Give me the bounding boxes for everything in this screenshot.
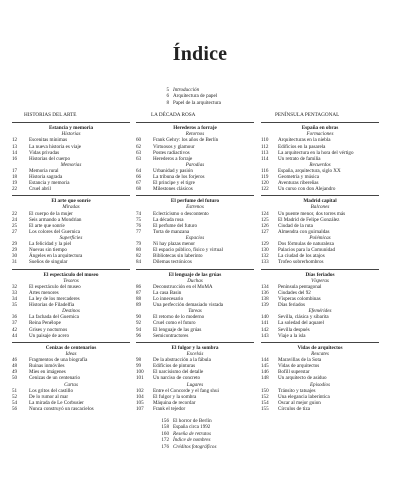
entry-title: Círculos de tiza bbox=[278, 405, 310, 412]
page-number: 32 bbox=[12, 283, 18, 290]
section-subtitle: Excelsis bbox=[186, 350, 204, 357]
entry-title: Aventuras ribereñas bbox=[278, 180, 319, 187]
entry-title: Un puente menor, dos torres más bbox=[278, 210, 346, 217]
section-rule bbox=[136, 342, 254, 343]
entry-title: Vísperas colombinas bbox=[278, 296, 321, 303]
page-number: 139 bbox=[261, 302, 269, 309]
subsection-label: Cartas bbox=[64, 381, 78, 388]
subsection-label: Memorias bbox=[60, 161, 82, 168]
entry-title: La fachada del Guernica bbox=[29, 314, 79, 321]
page-number: 17 bbox=[12, 167, 18, 174]
section-rule bbox=[12, 342, 130, 343]
page-number: 119 bbox=[261, 173, 269, 180]
section-title: El lenguaje de las grúas bbox=[168, 271, 222, 278]
page-number: 80 bbox=[136, 247, 142, 254]
page-number: 34 bbox=[12, 296, 18, 303]
page-number: 114 bbox=[261, 155, 269, 162]
section-title: Herederos a forraje bbox=[173, 125, 217, 131]
entry-title: Edificios de pinturas bbox=[153, 363, 196, 370]
entry-title: Historia sagrada bbox=[29, 173, 63, 180]
page-number: 96 bbox=[136, 332, 142, 339]
index-entry bbox=[261, 406, 379, 412]
page-number: 48 bbox=[12, 363, 18, 370]
entry-title: La tribuna de los forjeros bbox=[153, 173, 205, 180]
page-number: 63 bbox=[136, 155, 142, 162]
page-number: 127 bbox=[261, 228, 269, 235]
page-number: 116 bbox=[261, 167, 269, 174]
section-subtitle: Tesoros bbox=[63, 277, 79, 284]
page-number: 49 bbox=[12, 369, 18, 376]
page-number: 100 bbox=[136, 369, 144, 376]
entry-title: Un arquitecto de asiduo bbox=[278, 375, 327, 382]
entry-title: Sueños de singular bbox=[29, 259, 68, 266]
page-number: 160 bbox=[161, 430, 169, 437]
page-number: 155 bbox=[261, 405, 269, 412]
page-number: 14 bbox=[12, 149, 18, 156]
page-number: 104 bbox=[136, 393, 144, 400]
section-title: Cenizas de centenarios bbox=[45, 344, 97, 351]
entry-title: Maravillas de la Sota bbox=[278, 357, 322, 364]
page-number: 75 bbox=[136, 216, 142, 223]
page-number: 98 bbox=[136, 357, 142, 364]
entry-title: Ruinas inmóviles bbox=[29, 363, 65, 370]
entry-title: Vidas privadas bbox=[29, 149, 60, 156]
entry-title: Edificios en la pasarela bbox=[278, 143, 326, 150]
entry-title: El perfume del futuro bbox=[153, 222, 197, 229]
page-number: 63 bbox=[136, 149, 142, 156]
page-number: 152 bbox=[261, 393, 269, 400]
page-number: 112 bbox=[261, 143, 269, 150]
page-number: 136 bbox=[261, 290, 269, 296]
page-number: 142 bbox=[261, 326, 269, 333]
entry-title: El espectáculo del museo bbox=[29, 283, 81, 290]
page-number: 146 bbox=[261, 369, 269, 376]
entry-title: Palacios para la Comunidad bbox=[278, 247, 336, 254]
entry-title: Viaje a la isla bbox=[278, 332, 306, 339]
entry-title: Ciudades del 92 bbox=[278, 290, 311, 296]
entry-title: El arte que sonríe bbox=[29, 222, 65, 229]
entry-title: De la abstracción a la fábula bbox=[153, 357, 211, 364]
page-number: 24 bbox=[12, 216, 18, 223]
entry-title: La nueva historia es viaje bbox=[29, 143, 82, 150]
entry-title: El principe y el tigre bbox=[153, 180, 195, 187]
page-number: 133 bbox=[261, 259, 269, 266]
entry-title: Lo innecesario bbox=[153, 296, 184, 303]
entry-title: Reina Penélope bbox=[29, 320, 61, 327]
entry-title: Escenitas mínimas bbox=[29, 137, 68, 144]
entry-title: El lenguaje de las grúas bbox=[153, 326, 202, 333]
section-title: El fulgor y la sombra bbox=[171, 344, 219, 351]
index-column-2 bbox=[136, 119, 254, 412]
page-number: 13 bbox=[12, 143, 18, 150]
entry-title: Entre el Concorde y el fang shui bbox=[153, 387, 219, 394]
entry-title: Ángeles en la arquitectura bbox=[29, 253, 83, 260]
page-number: 16 bbox=[12, 155, 18, 162]
page-number: 120 bbox=[261, 180, 269, 187]
page-number: 107 bbox=[136, 405, 144, 412]
entry-title: Nuevas sin tiempo bbox=[29, 247, 67, 254]
entry-title: Geometría y música bbox=[278, 173, 320, 180]
page-number: 25 bbox=[12, 222, 18, 229]
entry-title: Postes radiactivos bbox=[153, 149, 190, 156]
page-number: 51 bbox=[12, 387, 18, 394]
entry-title: El narcisismo del detalle bbox=[153, 369, 204, 376]
subsection-label: Tareas bbox=[188, 308, 202, 315]
page-number: 140 bbox=[261, 314, 269, 321]
page-number: 52 bbox=[12, 393, 18, 400]
page-number: 101 bbox=[136, 375, 144, 382]
entry-title: Vidas de arquitectos bbox=[278, 363, 320, 370]
entry-title: La ley de los mercaderes bbox=[29, 296, 80, 303]
page-number: 89 bbox=[136, 302, 142, 309]
index-entry bbox=[136, 406, 254, 412]
page-number: 37 bbox=[12, 320, 18, 327]
entry-title: Los colores del Guernica bbox=[29, 228, 81, 235]
entry-title: Arquitecturas en la niebla bbox=[278, 137, 331, 144]
entry-title: Urbanidad y pasión bbox=[153, 167, 193, 174]
entry-title: El cuerpo de la mujer bbox=[29, 210, 73, 217]
page-number: 144 bbox=[261, 357, 269, 364]
entry-title: El espacio público, físico y virtual bbox=[153, 247, 223, 254]
page-number: 102 bbox=[136, 387, 144, 394]
page-number: 5 bbox=[166, 87, 169, 93]
page-number: 56 bbox=[12, 405, 18, 412]
page-number: 86 bbox=[136, 283, 142, 290]
entry-title: Papel de la arquitectura bbox=[173, 99, 221, 106]
page-number: 22 bbox=[12, 210, 18, 217]
page-number: 76 bbox=[136, 222, 142, 229]
entry-title: Mies en imágenes bbox=[29, 369, 66, 376]
page-number: 88 bbox=[136, 296, 142, 303]
entry-title: Índice de nombres bbox=[173, 437, 211, 444]
page-number: 126 bbox=[261, 222, 269, 229]
section-subtitle: Balcones bbox=[310, 204, 330, 211]
section-rule bbox=[136, 195, 254, 196]
page-number: 154 bbox=[261, 399, 269, 406]
entry-title: Dilemas tectónicos bbox=[153, 259, 192, 266]
entry-title: Arquitectura de papel bbox=[173, 93, 218, 100]
subsection-label: Recuerdos bbox=[309, 161, 331, 168]
page-number: 172 bbox=[161, 437, 169, 444]
page-number: 68 bbox=[136, 186, 142, 193]
entry-title: Días feriados bbox=[278, 302, 306, 309]
page-number: 64 bbox=[136, 167, 142, 174]
entry-title: Un curso con don Alejandro bbox=[278, 186, 336, 193]
index-entry bbox=[261, 186, 379, 192]
entry-title: Milestones clásicos bbox=[153, 186, 193, 193]
index-entry bbox=[12, 259, 130, 265]
page-number: 141 bbox=[261, 320, 269, 327]
page-number: 36 bbox=[12, 314, 18, 321]
page-number: 67 bbox=[136, 180, 142, 187]
page-number: 130 bbox=[261, 247, 269, 254]
page-number: 27 bbox=[12, 228, 18, 235]
page-number: 84 bbox=[136, 259, 142, 266]
page-title: Índice bbox=[172, 43, 228, 65]
index-entry bbox=[136, 259, 254, 265]
entry-title: Una elegancia laberíntica bbox=[278, 393, 330, 400]
entry-title: España circa 1992 bbox=[173, 424, 211, 431]
section-rule bbox=[12, 269, 130, 270]
page-number: 94 bbox=[136, 326, 142, 333]
entry-title: Estancia y memoria bbox=[29, 180, 70, 187]
entry-title: Nunca construyó un rascacielos bbox=[29, 405, 94, 412]
page-number: 29 bbox=[12, 241, 18, 248]
column-header-3: PENÍNSULA PENTAGONAL bbox=[275, 112, 340, 118]
page-number: 87 bbox=[136, 290, 142, 296]
entry-title: La mirada de Le Corbusier bbox=[29, 399, 84, 406]
page-number: 176 bbox=[161, 443, 169, 450]
page-number: 150 bbox=[261, 387, 269, 394]
entry-title: Semicontractores bbox=[153, 332, 189, 339]
page-number: 62 bbox=[136, 143, 142, 150]
page-number: 54 bbox=[12, 399, 18, 406]
column-header-2: LA DÉCADA ROSA bbox=[151, 112, 196, 118]
section-subtitle: Ideas bbox=[65, 350, 77, 357]
entry-title: Eclecticismo o descontento bbox=[153, 210, 209, 217]
index-column-3 bbox=[261, 119, 379, 412]
page-number: 19 bbox=[12, 180, 18, 187]
page-number: 90 bbox=[136, 314, 142, 321]
entry-title: El retorno de lo moderno bbox=[153, 314, 205, 321]
page-number: 129 bbox=[261, 241, 269, 248]
section-subtitle: Duchas bbox=[187, 277, 203, 284]
entry-title: Sevilla, clásica y sibarita bbox=[278, 314, 329, 321]
entry-title: Introducción bbox=[173, 87, 200, 93]
section-rule bbox=[12, 122, 130, 123]
entry-title: Cenizas de un centenario bbox=[29, 375, 81, 382]
page-number: 6 bbox=[166, 93, 169, 100]
page-number: 33 bbox=[12, 290, 18, 296]
entry-title: La ciudad de los atajos bbox=[278, 253, 325, 260]
page-number: 18 bbox=[12, 173, 18, 180]
section-title: Madrid capital bbox=[303, 198, 337, 205]
entry-title: Fragmentos de una biografía bbox=[29, 357, 88, 364]
back-matter-list bbox=[155, 418, 315, 450]
page-number: 105 bbox=[136, 399, 144, 406]
entry-title: Reseña de retratos bbox=[173, 430, 212, 437]
page-number: 42 bbox=[12, 326, 18, 333]
section-title: El perfume del futuro bbox=[170, 198, 220, 205]
section-rule bbox=[261, 122, 379, 123]
page-number: 148 bbox=[261, 375, 269, 382]
entry-title: El horror de Berlín bbox=[173, 418, 212, 424]
index-entry bbox=[12, 186, 130, 192]
page-number: 31 bbox=[12, 259, 18, 266]
index-entry bbox=[136, 186, 254, 192]
page-number: 145 bbox=[261, 363, 269, 370]
section-rule bbox=[261, 342, 379, 343]
entry-title: Un paisaje de acero bbox=[29, 332, 70, 339]
page-number: 143 bbox=[261, 332, 269, 339]
subsection-label: Efemérides bbox=[308, 308, 332, 315]
page-number: 50 bbox=[12, 375, 18, 382]
entry-title: Deconstrucción en el MoMA bbox=[153, 283, 213, 290]
entry-title: Península pentagonal bbox=[278, 283, 322, 290]
entry-title: España, arquitectura, siglo XX bbox=[278, 167, 341, 174]
page-number: 22 bbox=[12, 186, 18, 193]
page-number: 134 bbox=[261, 283, 269, 290]
section-rule bbox=[136, 122, 254, 123]
page-number: 74 bbox=[136, 210, 142, 217]
page-number: 110 bbox=[261, 137, 269, 144]
page-number: 77 bbox=[136, 228, 142, 235]
entry-title: Artes menores bbox=[29, 290, 59, 296]
entry-title: Torta de manzana bbox=[153, 228, 190, 235]
page-number: 12 bbox=[12, 137, 18, 144]
entry-title: Dos fórmulas de naturaleza bbox=[278, 241, 334, 248]
subsection-label: Destinos bbox=[62, 308, 80, 315]
entry-title: Ni hay plazas menor bbox=[153, 241, 196, 248]
front-matter-list bbox=[155, 87, 315, 106]
section-subtitle: Historias bbox=[61, 131, 81, 138]
section-subtitle: Rescates bbox=[311, 350, 329, 357]
section-title: España en obras bbox=[301, 125, 339, 131]
page-number: 8 bbox=[166, 99, 169, 106]
entry-title: Grises y nocturnos bbox=[29, 326, 68, 333]
entry-title: Un narciso de concreto bbox=[153, 375, 201, 382]
section-subtitle: Estrenos bbox=[186, 204, 204, 211]
entry-title: Almendra con guirnaldas bbox=[278, 228, 330, 235]
back-row bbox=[155, 444, 315, 450]
page-number: 60 bbox=[136, 137, 142, 144]
page-number: 35 bbox=[12, 302, 18, 309]
front-row bbox=[155, 100, 315, 106]
entry-title: Créditos fotográficos bbox=[173, 443, 217, 450]
index-entry bbox=[12, 333, 130, 339]
page-number: 156 bbox=[161, 418, 169, 424]
index-entry bbox=[12, 406, 130, 412]
page-number: 30 bbox=[12, 253, 18, 260]
entry-title: Sevilla después bbox=[278, 326, 310, 333]
subsection-label: Espacios bbox=[185, 235, 205, 242]
entry-title: La arquitectura en la hora del vértigo bbox=[278, 149, 354, 156]
entry-title: Oscar al mejor guion bbox=[278, 399, 321, 406]
page-number: 29 bbox=[12, 247, 18, 254]
entry-title: La felicidad y la piel bbox=[29, 241, 72, 248]
section-title: Vidas de arquitectos bbox=[297, 344, 343, 351]
page-number: 158 bbox=[161, 424, 169, 431]
entry-title: Historias de Filadelfia bbox=[29, 302, 75, 309]
entry-title: Memoria rural bbox=[29, 167, 59, 174]
entry-title: El Madrid de Felipe González bbox=[278, 216, 340, 223]
entry-title: Trofeo sobrerhombros bbox=[278, 259, 324, 266]
entry-title: El fulgor y la sombra bbox=[153, 393, 197, 400]
entry-title: Frank el tejedor bbox=[153, 405, 186, 412]
section-subtitle: Formaciones bbox=[306, 131, 334, 138]
section-rule bbox=[136, 269, 254, 270]
section-subtitle: Retornos bbox=[185, 131, 205, 138]
entry-title: Bibliotecas sin laberinto bbox=[153, 253, 203, 260]
index-entry bbox=[136, 333, 254, 339]
entry-title: Virtuosos y glamour bbox=[153, 143, 195, 150]
section-title: Días feriados bbox=[305, 271, 335, 278]
index-entry bbox=[261, 333, 379, 339]
page-number: 44 bbox=[12, 332, 18, 339]
subsection-label: Superficies bbox=[59, 235, 83, 242]
subsection-label: Parodias bbox=[185, 161, 205, 168]
page-number: 122 bbox=[261, 186, 269, 193]
subsection-label: Polémicas bbox=[309, 235, 331, 242]
page-number: 82 bbox=[136, 253, 142, 260]
entry-title: Un retrato de familia bbox=[278, 155, 321, 162]
section-rule bbox=[261, 195, 379, 196]
page-number: 92 bbox=[136, 320, 142, 327]
section-title: El espectáculo del museo bbox=[43, 271, 99, 278]
entry-title: Máquina de recordar bbox=[153, 399, 196, 406]
entry-title: Cruel abril bbox=[29, 186, 51, 193]
index-entry bbox=[261, 259, 379, 265]
entry-title: De lo rumor al mar bbox=[29, 393, 69, 400]
entry-title: Tránsito y tatuajes bbox=[278, 387, 316, 394]
page-number: 113 bbox=[261, 149, 269, 156]
subsection-label: Lugares bbox=[186, 381, 204, 388]
page-number: 46 bbox=[12, 357, 18, 364]
entry-title: Herederos a forraje bbox=[153, 155, 193, 162]
subsection-label: Episodios bbox=[309, 381, 331, 388]
entry-title: Los gritos del castillo bbox=[29, 387, 73, 394]
section-title: Estancia y memoria bbox=[48, 125, 94, 131]
entry-title: Bofill superstar bbox=[278, 369, 310, 376]
entry-title: La soledad del aquarel bbox=[278, 320, 324, 327]
section-subtitle: Miradas bbox=[62, 204, 80, 211]
page-number: 125 bbox=[261, 216, 269, 223]
index-column-1 bbox=[12, 119, 130, 412]
entry-title: Cruel como el futuro bbox=[153, 320, 196, 327]
page-number: 66 bbox=[136, 173, 142, 180]
section-title: El arte que sonríe bbox=[51, 198, 91, 205]
entry-title: Seis armando a Mondrian bbox=[29, 216, 82, 223]
section-rule bbox=[12, 195, 130, 196]
page-number: 138 bbox=[261, 296, 269, 303]
page-number: 99 bbox=[136, 363, 142, 370]
entry-title: La casa Basin bbox=[153, 290, 182, 296]
page-number: 79 bbox=[136, 241, 142, 248]
section-subtitle: Vísperas bbox=[311, 277, 329, 284]
entry-title: La década rosa bbox=[153, 216, 184, 223]
section-rule bbox=[261, 269, 379, 270]
page-number: 132 bbox=[261, 253, 269, 260]
entry-title: Frank Gehry: los años de Berlín bbox=[153, 137, 219, 144]
entry-title: Una perfección demasiado vistada bbox=[153, 302, 224, 309]
column-header-1: HISTORIAS DEL ARTE bbox=[24, 112, 77, 118]
entry-title: Historias del cuerpo bbox=[29, 155, 71, 162]
entry-title: Ciudad de la ruta bbox=[278, 222, 313, 229]
page-number: 124 bbox=[261, 210, 269, 217]
